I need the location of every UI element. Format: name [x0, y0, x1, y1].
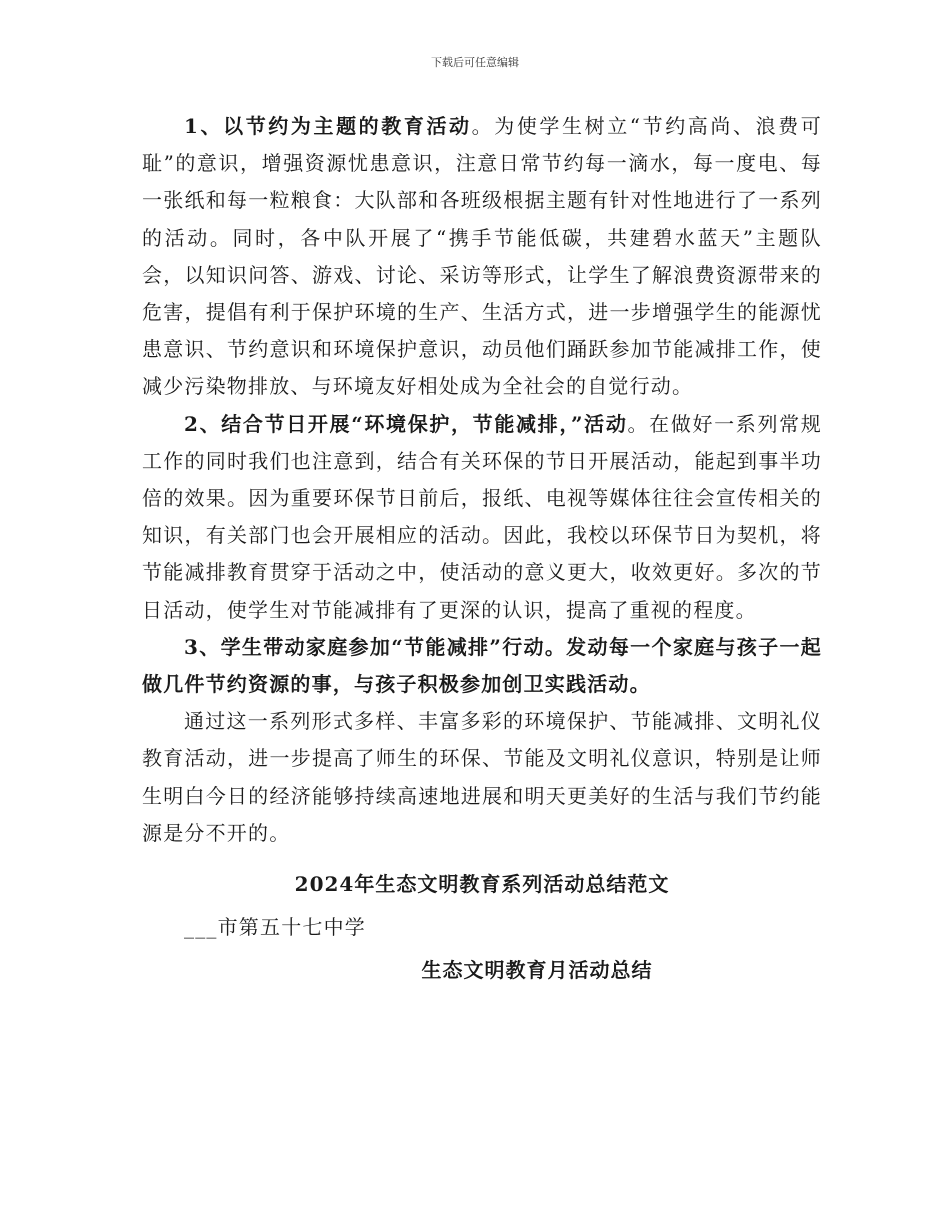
section-title: 2024年生态文明教育系列活动总结范文 — [294, 872, 670, 897]
section-subtitle: 生态文明教育月活动总结 — [421, 958, 653, 983]
paragraph-2-heading: 2、结合节日开展“环境保护，节能减排，”活动 — [184, 411, 628, 436]
school-name: ___市第五十七中学 — [184, 915, 366, 940]
paragraph-2-text: 。在做好一系列常规工作的同时我们也注意到，结合有关环保的节日开展活动，能起到事半功倍的效果。因为重要环保节日前后，报纸、电视等媒体往往会宣传相关的知识，有关部门也会开展相应的活动。因此，我校以环保节日为契机，将节能减排教育贯穿于活动之中，使活动的意义更大，收效更好。多次的节日活动，使学生对节能减排有了更深的认识，提高了重视的程度。 — [142, 411, 822, 622]
page-header: 下载后可任意编辑 — [431, 56, 519, 69]
paragraph-2 — [142, 406, 822, 629]
paragraph-1-heading: 1、以节约为主题的教育活动 — [184, 114, 472, 138]
paragraph-1 — [142, 108, 822, 406]
document-body — [142, 108, 822, 989]
paragraph-3: 3、学生带动家庭参加“节能减排”行动。发动每一个家庭与孩子一起做几件节约资源的事，与孩子积极参加创卫实践活动。 — [142, 634, 822, 697]
paragraph-1-text: 。为使学生树立“节约高尚、浪费可耻”的意识，增强资源忧患意识，注意日常节约每一滴水，每一度电、每一张纸和每一粒粮食：大队部和各班级根据主题有针对性地进行了一系列的活动。同时，各中队开展了“携手节能低碳，共建碧水蓝天”主题队会，以知识问答、游戏、讨论、采访等形式，让学生了解浪费资源带来的危害，提倡有利于保护环境的生产、生活方式，进一步增强学生的能源忧患意识、节约意识和环境保护意识，动员他们踊跃参加节能减排工作，使减少污染物排放、与环境友好相处成为全社会的自觉行动。 — [142, 114, 822, 399]
paragraph-4: 通过这一系列形式多样、丰富多彩的环境保护、节能减排、文明礼仪教育活动，进一步提高了师生的环保、节能及文明礼仪意识，特别是让师生明白今日的经济能够持续高速地进展和明天更美好的生活与我们节约能源是分不开的。 — [142, 709, 822, 845]
